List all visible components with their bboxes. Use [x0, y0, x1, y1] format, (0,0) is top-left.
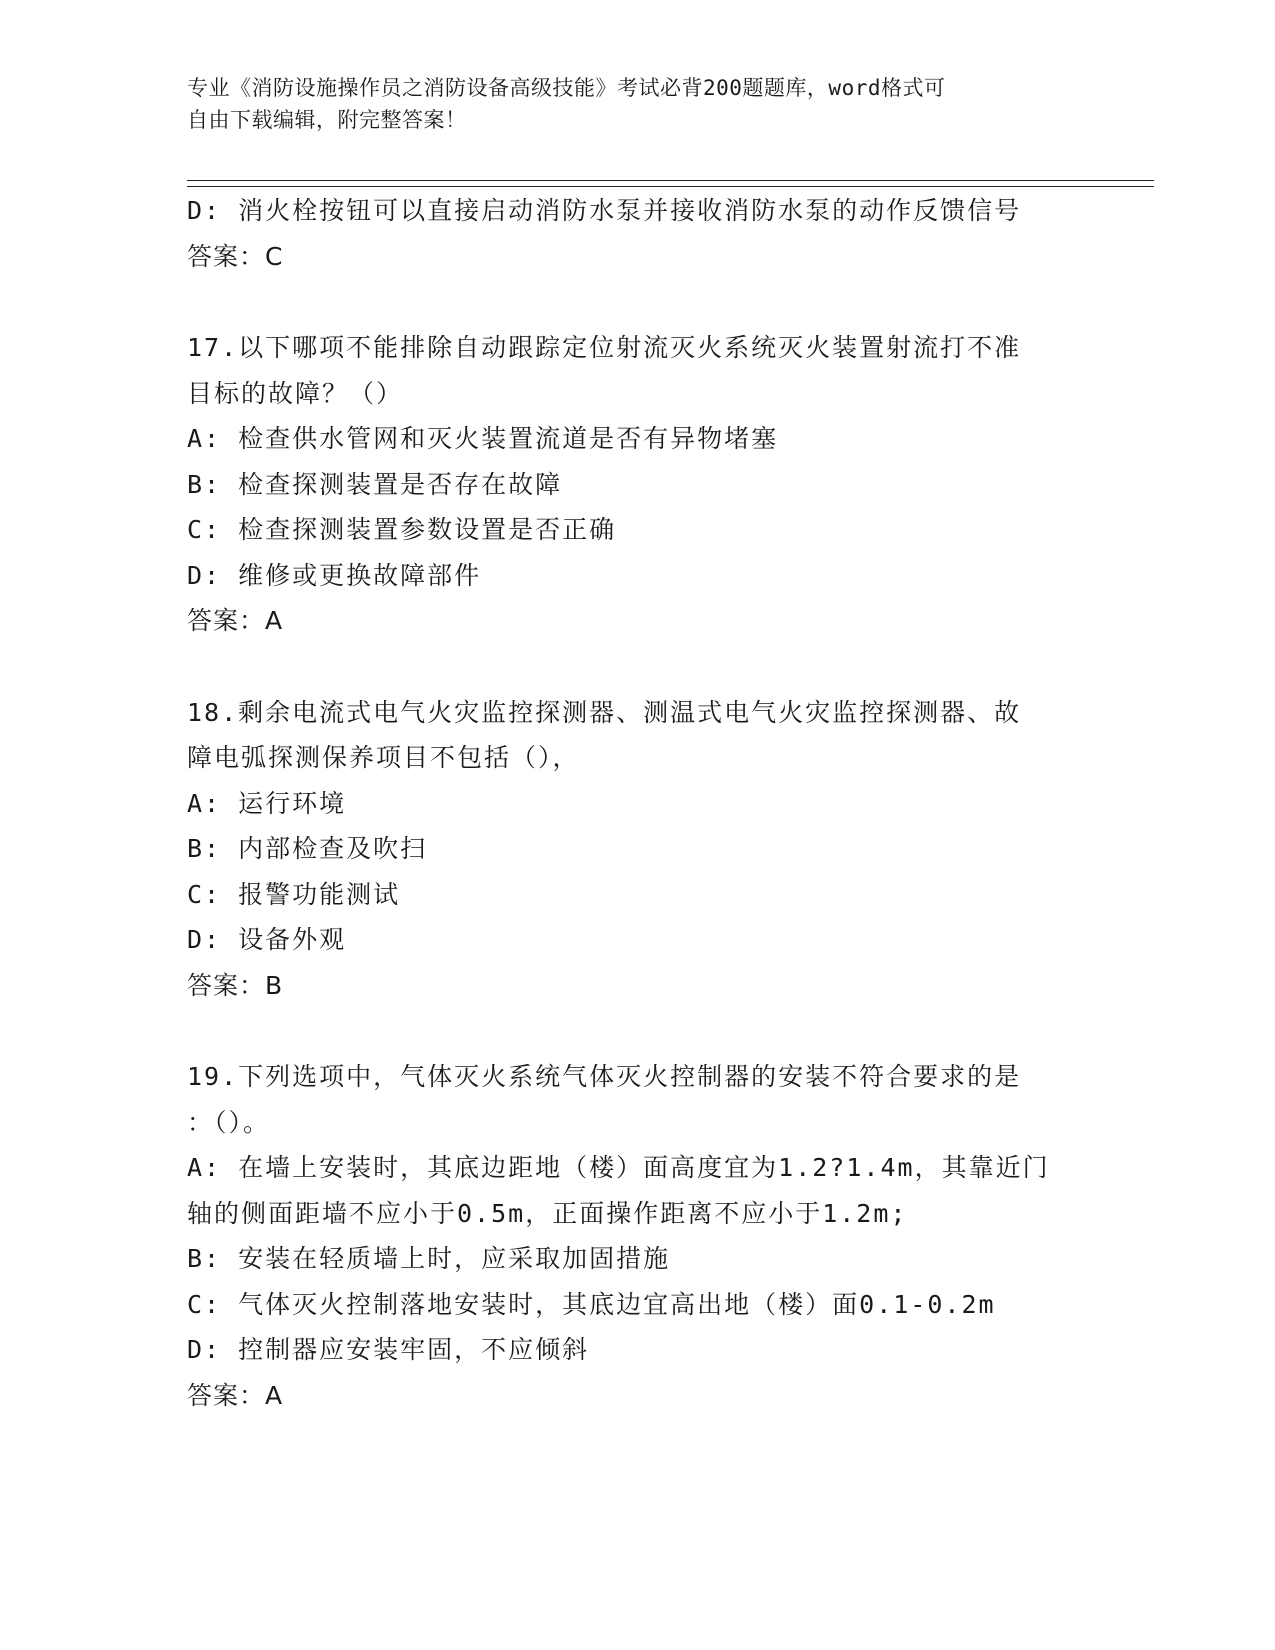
question-stem: 18.剩余电流式电气火灾监控探测器、测温式电气火灾监控探测器、故 — [187, 697, 1022, 727]
question-stem-continued: 障电弧探测保养项目不包括（）， — [187, 743, 580, 772]
question-17 — [187, 325, 1067, 644]
document-header — [187, 72, 1067, 136]
option-a: A: 在墙上安装时，其底边距地（楼）面高度宜为1.2?1.4m，其靠近门 — [187, 1153, 1050, 1182]
question-stem: 17.以下哪项不能排除自动跟踪定位射流灭火系统灭火装置射流打不准 — [187, 333, 1022, 362]
header-line-2: 自由下载编辑，附完整答案！ — [187, 108, 467, 132]
answer-label: 答案：B — [187, 970, 284, 1000]
question-18 — [187, 690, 1067, 1009]
option-c: C: 报警功能测试 — [187, 879, 401, 909]
spacer — [187, 1008, 1067, 1054]
document-body — [187, 188, 1067, 1418]
spacer — [187, 644, 1067, 690]
answer-label: 答案：C — [187, 241, 284, 271]
header-line-1: 专业《消防设施操作员之消防设备高级技能》考试必背200题题库，word格式可 — [187, 76, 946, 100]
option-a-continued: 轴的侧面距墙不应小于0.5m，正面操作距离不应小于1.2m; — [187, 1198, 908, 1228]
option-b: B: 内部检查及吹扫 — [187, 834, 428, 863]
option-b: B: 检查探测装置是否存在故障 — [187, 469, 563, 499]
option-c: C: 气体灭火控制落地安装时，其底边宜高出地（楼）面0.1-0.2m — [187, 1289, 996, 1319]
question-stem-continued: ：（）。 — [187, 1107, 271, 1137]
option-a: A: 运行环境 — [187, 788, 347, 818]
option-c: C: 检查探测装置参数设置是否正确 — [187, 515, 617, 544]
option-d: D: 消火栓按钮可以直接启动消防水泵并接收消防水泵的动作反馈信号 — [187, 196, 1022, 225]
answer-label: 答案：A — [187, 1380, 284, 1410]
question-stem: 19.下列选项中，气体灭火系统气体灭火控制器的安装不符合要求的是 — [187, 1062, 1022, 1091]
question-stem-continued: 目标的故障？（） — [187, 378, 404, 408]
option-d: D: 控制器应安装牢固，不应倾斜 — [187, 1335, 590, 1364]
answer-label: 答案：A — [187, 606, 284, 635]
question-16-tail — [187, 188, 1067, 279]
option-d: D: 维修或更换故障部件 — [187, 560, 482, 590]
option-b: B: 安装在轻质墙上时，应采取加固措施 — [187, 1244, 671, 1273]
header-rule-top — [187, 180, 1154, 181]
spacer — [187, 279, 1067, 325]
option-d: D: 设备外观 — [187, 925, 347, 954]
header-rule-bottom — [187, 186, 1154, 187]
question-19 — [187, 1054, 1067, 1418]
option-a: A: 检查供水管网和灭火装置流道是否有异物堵塞 — [187, 424, 779, 453]
